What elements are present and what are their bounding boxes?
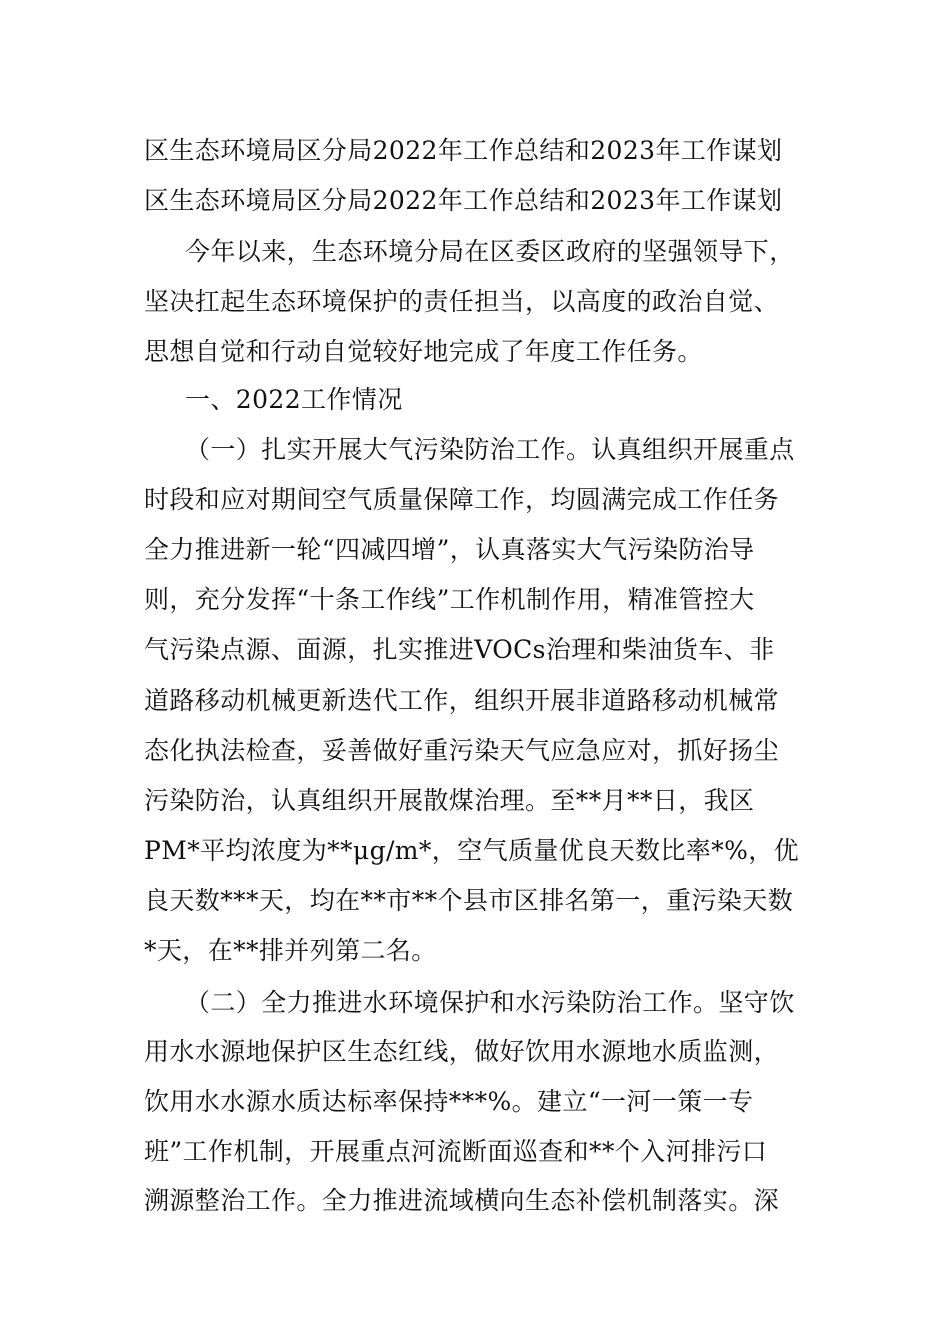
- paragraph-2-line-4: 班”工作机制，开展重点河流断面巡查和**个入河排污口: [144, 1137, 768, 1166]
- document-subtitle: 区生态环境局区分局2022年工作总结和2023年工作谋划: [144, 186, 783, 215]
- intro-line-2: 坚决扛起生态环境保护的责任担当，以高度的政治自觉、: [144, 287, 780, 316]
- paragraph-1-line-5: 气污染点源、面源，扎实推进VOCs治理和柴油货车、非: [144, 635, 775, 664]
- paragraph-1-line-3: 全力推进新一轮“四减四增”，认真落实大气污染防治导: [144, 535, 755, 564]
- section-heading: 一、2022工作情况: [185, 385, 403, 414]
- paragraph-1-line-11: *天，在**排并列第二名。: [144, 936, 437, 965]
- paragraph-1-line-4: 则，充分发挥“十条工作线”工作机制作用，精准管控大: [144, 585, 755, 614]
- intro-line-1: 今年以来，生态环境分局在区委区政府的坚强领导下，: [185, 237, 795, 266]
- paragraph-1-line-7: 态化执法检查，妥善做好重污染天气应急应对，抓好扬尘: [144, 736, 780, 765]
- paragraph-2-line-5: 溯源整治工作。全力推进流域横向生态补偿机制落实。深: [144, 1186, 780, 1215]
- document-title: 区生态环境局区分局2022年工作总结和2023年工作谋划: [144, 136, 783, 165]
- paragraph-1-line-1: （一）扎实开展大气污染防治工作。认真组织开展重点: [185, 435, 795, 464]
- paragraph-1-line-9: PM*平均浓度为**μg/m*，空气质量优良天数比率*%，优: [144, 836, 800, 865]
- paragraph-1-line-2: 时段和应对期间空气质量保障工作，均圆满完成工作任务: [144, 485, 780, 514]
- paragraph-1-line-6: 道路移动机械更新迭代工作，组织开展非道路移动机械常: [144, 686, 780, 715]
- paragraph-2-line-2: 用水水源地保护区生态红线，做好饮用水源地水质监测，: [144, 1037, 780, 1066]
- intro-line-3: 思想自觉和行动自觉较好地完成了年度工作任务。: [144, 337, 703, 366]
- paragraph-2-line-3: 饮用水水源水质达标率保持***%。建立“一河一策一专: [144, 1087, 754, 1116]
- paragraph-1-line-8: 污染防治，认真组织开展散煤治理。至**月**日，我区: [144, 786, 755, 815]
- paragraph-1-line-10: 良天数***天，均在**市**个县市区排名第一，重污染天数: [144, 886, 794, 915]
- paragraph-2-line-1: （二）全力推进水环境保护和水污染防治工作。坚守饮: [185, 988, 795, 1017]
